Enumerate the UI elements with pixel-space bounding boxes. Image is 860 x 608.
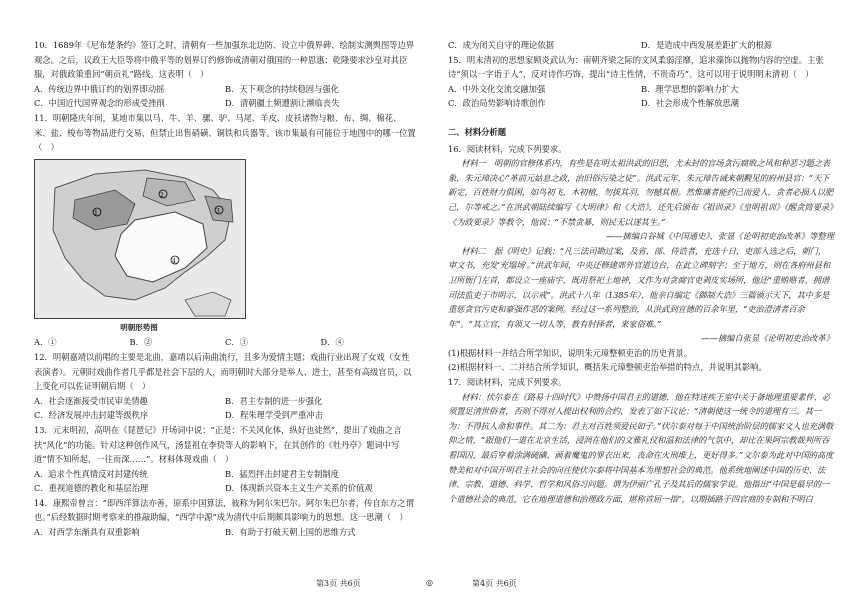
- q13-options-row1: [34, 467, 416, 482]
- svg-text:2: 2: [160, 191, 164, 199]
- q14-option-a[interactable]: A．对西学东渐具有双重影响: [34, 527, 140, 538]
- footer-page-4: 第4页 共6页: [472, 579, 517, 588]
- q16-stem: 16．阅读材料，完成下列要求。: [448, 143, 567, 154]
- q15-options-row2: [448, 96, 834, 111]
- q16-requirement-1: (1)根据材料一并结合所学知识，说明朱元璋整顿吏治的历史背景。: [448, 347, 693, 358]
- q10-option-d[interactable]: D．清朝疆土频遭割让濒临丧失: [225, 98, 340, 109]
- q16-source-1: ——摘编自谷城《中国通史》、张显《论明初吏治改革》等整理: [605, 231, 834, 242]
- q13-option-a[interactable]: A．追求个性真情反对封建传统: [34, 468, 148, 479]
- footer-binding-mark: ◎: [426, 578, 433, 587]
- map-graphic: [35, 160, 245, 318]
- q13-option-c[interactable]: C．重视道德的教化和基层治理: [34, 483, 149, 494]
- q13-option-b[interactable]: B．猛烈抨击封建君主专制制度: [225, 468, 339, 479]
- svg-text:4: 4: [172, 257, 176, 265]
- q11-option-d[interactable]: D．④: [320, 337, 344, 348]
- q14-option-b[interactable]: B．有助于打破天朝上国的思维方式: [225, 527, 356, 538]
- q13-stem: 13．元末明初，高明在《琵琶记》开场词中说：“正是：不关风化体，纵好也徒然”，提出了戏曲之言扶“风化”的功能。针对这种创作风气，汤显祖在李贽等人的影响下，在其创作的《牡丹亭》题词中写道“情不知所起，一往而深……”。材料体现戏曲（ ）: [34, 424, 402, 465]
- q10-options-row1: [34, 82, 416, 97]
- map-caption: 明朝形势图: [120, 322, 158, 332]
- svg-text:1: 1: [94, 209, 98, 217]
- q14-options-row2: [448, 38, 834, 53]
- q12-option-b[interactable]: B．君主专制的进一步强化: [225, 395, 323, 406]
- q12-option-a[interactable]: A．社会逐渐接受市民审美情趣: [34, 395, 148, 406]
- q16-material-2: 材料二 据《明史》记载：“凡三法司勘过案，及省、部、侍诰者，充选十日，吏部入选之后，朝门，审文书，充发‘充塌场’。”洪武年间，中央还修建郊外官道边台，在此立碑刻字；至于地方，则在各府州县和卫所衙门左首，都设立一座庙宇，既用祭祀土地神，又作为对贪腐官吏剥皮实场所，他还“重贿赂者，拥谱司法监吏于市明示，以示戒”。洪武十八年（1385年），他亲自编定《御制大诰》三篇颁示天下，其中多是重惩贪官污吏和豪强作恶的案例。经过这一系列整治，从洪武到宣德的百余年里，“吏治澄清者百余年”。“其立官，有领又一切人等，教有肘择者，来家俗难。”: [448, 245, 831, 329]
- ming-dynasty-map: [34, 159, 246, 319]
- q14-stem: 14．康熙帝曾言：“即西洋算法亦善，原系中国算法，彼称为阿尔朱巴尔。阿尔朱巴尔者，传自东方之谓也。”后经数据时期考察来的推敲助编，“西学中源”成为清代中后期颇具影响力的思想。这一思潮（ ）: [34, 497, 414, 523]
- q11-options: [34, 335, 416, 350]
- q10-option-c[interactable]: C．中国近代国界观念的形成受挫削: [34, 98, 165, 109]
- q15-option-d[interactable]: D．社会形成个性解放思潮: [641, 98, 739, 109]
- q13-options-row2: [34, 481, 416, 496]
- q10-option-b[interactable]: B．天下观念的持续稳固与强化: [225, 83, 339, 94]
- svg-text:3: 3: [216, 207, 220, 215]
- q12-options-row2: [34, 408, 416, 423]
- q14-option-c[interactable]: C．成为闭关自守的理论依据: [448, 40, 554, 50]
- q12-option-d[interactable]: D．程朱理学受到严重冲击: [225, 410, 323, 421]
- q10-option-a[interactable]: A．传统边界中俄订约的划界即动摇: [34, 83, 165, 94]
- q11-option-b[interactable]: B．②: [129, 337, 153, 348]
- q12-option-c[interactable]: C．经济发展冲击封建等级秩序: [34, 410, 149, 421]
- q15-option-c[interactable]: C．政治局势影响诗歌创作: [448, 98, 546, 109]
- q15-stem: 15．明末清初的思想家顾炎武认为：南朝齐梁之际的文风柔弱淫靡，追求藻饰以抛物内容的空虚。主张诗“须以一字诣于人”，反对诗作巧饰，提出“诗主性情，不贵奇巧”。这可以用于说明明末清初（ ）: [448, 54, 824, 80]
- q11-option-a[interactable]: A．①: [34, 337, 57, 348]
- q16-source-2: ——摘编自张显《论明初吏治改革》: [701, 333, 834, 344]
- q10-stem: 10．1689年《尼布楚条约》签订之时，清朝有一些加强东北边防、设立中俄界碑、绘制实测舆图等边界观念。之后，议政王大臣等将中俄平等的划界订约修饰成清朝对俄国的一种恩惠；乾隆要求沙皇对其臣服，对俄政策重回“朝贡礼”路线。这表明（ ）: [34, 40, 415, 80]
- q11-stem: 11．明朝隆庆年间，某地市集以马、牛、羊、骡、驴、马尾、羊皮、皮袄诸物与粮、布、绸、棉花、米、盐、梭布等物品进行交易，但禁止出售硝磺、铜铁和兵器等。该市集最有可能位于地图中的哪一位置（ ）: [34, 112, 416, 153]
- q12-stem: 12．明朝嘉靖以前唱的主要是北曲，嘉靖以后南曲流行，且多为爱情主题；戏曲行业出现了女戏（女性表演者）。元朝时戏曲作者几乎都是社会下层的人，而明朝时大部分是举人、进士，甚至有高级官员，以上变化可以佐证明朝后期（ ）: [34, 351, 412, 392]
- q11-option-c[interactable]: C．③: [225, 337, 248, 348]
- q14-option-d[interactable]: D．是造成中西发展差距扩大的根源: [641, 40, 773, 50]
- footer-page-3: 第3页 共6页: [316, 579, 361, 588]
- q16-material-1: 材料一 明朝的官修体系内，有些是在明太祖洪武的旧思，尤未封的官场贪污腐败之风和种恶习题之表象，朱元璋决心“革前元姑息之政，治旧俗污染之徒”。洪武元年，朱元璋告诫来朝觐见的府州县官：“天下新定，百姓财力俱困，如鸟初飞，木初植，勿拔其羽，勿撼其根。然惟廉者能约己而爱人，贪者必损人以肥己，尔等戒之。”在洪武朝陆续编写《大明律》和《大诰》，还先后颁布《祖训录》《皇明祖训》《醒贪简要录》《为政要录》等教令，他说：“不禁贪暴，则民无以遂其生。”: [448, 158, 834, 227]
- section-title: 二、材料分析题: [448, 126, 507, 137]
- q17-stem: 17．阅读材料，完成下列要求。: [448, 377, 567, 388]
- q10-options-row2: [34, 96, 416, 111]
- q15-option-a[interactable]: A．中外文化交流交融加强: [448, 83, 546, 94]
- q15-option-b[interactable]: B．理学思想的影响力扩大: [641, 83, 739, 94]
- q14-options-row1: [34, 525, 416, 540]
- q16-requirement-2: (2)根据材料一、二并结合所学知识，概括朱元璋整顿吏治举措的特点，并说明其影响。: [448, 362, 767, 373]
- left-column: [34, 38, 416, 540]
- right-column: [448, 38, 834, 506]
- q17-material: 材料：伏尔泰在《路易十四时代》中赞扬中国君主的道德，他在特迷疾王室中关于备地理重要素件，必须置足清世俗者，否则不得对人提出权利的合约，发表了如下议论：“清朝使这一统令的道理有三。其一为：不得抗人命和事件。其二为：君主对百姓须爱民如子。”伏尔泰对每于中国统治阶层的儒家文人也充满敬仰之情，“跟他们一道在北京生活，浸润在他们的文雅礼仪和温和法律的气氛中，却比在果阿宗教裁判所吞看国囚，最后穿着涂满硫磺、画着魔鬼的罪衣出来，丧命在火刑堆上，更好得多。”文尔泰为此对中国的高度赞美和对中国开明君主社会的向往使伏尔泰将中国基本为理想社会的典范。他系统地阐述中国的历史、法律、宗教、道德、科学、哲学和风俗习问题。谓为伊丽广孔子及其后的儒家学说。他指出“中国是最早的一个道德社会的典范，它在地理道德和治理政方面，堪称首屈一指”，以期插路于四官商的专制和不明白: [448, 391, 834, 504]
- q15-options-row1: [448, 82, 834, 97]
- q13-option-d[interactable]: D．体现新兴资本主义生产关系的价值观: [225, 483, 373, 494]
- q12-options-row1: [34, 394, 416, 409]
